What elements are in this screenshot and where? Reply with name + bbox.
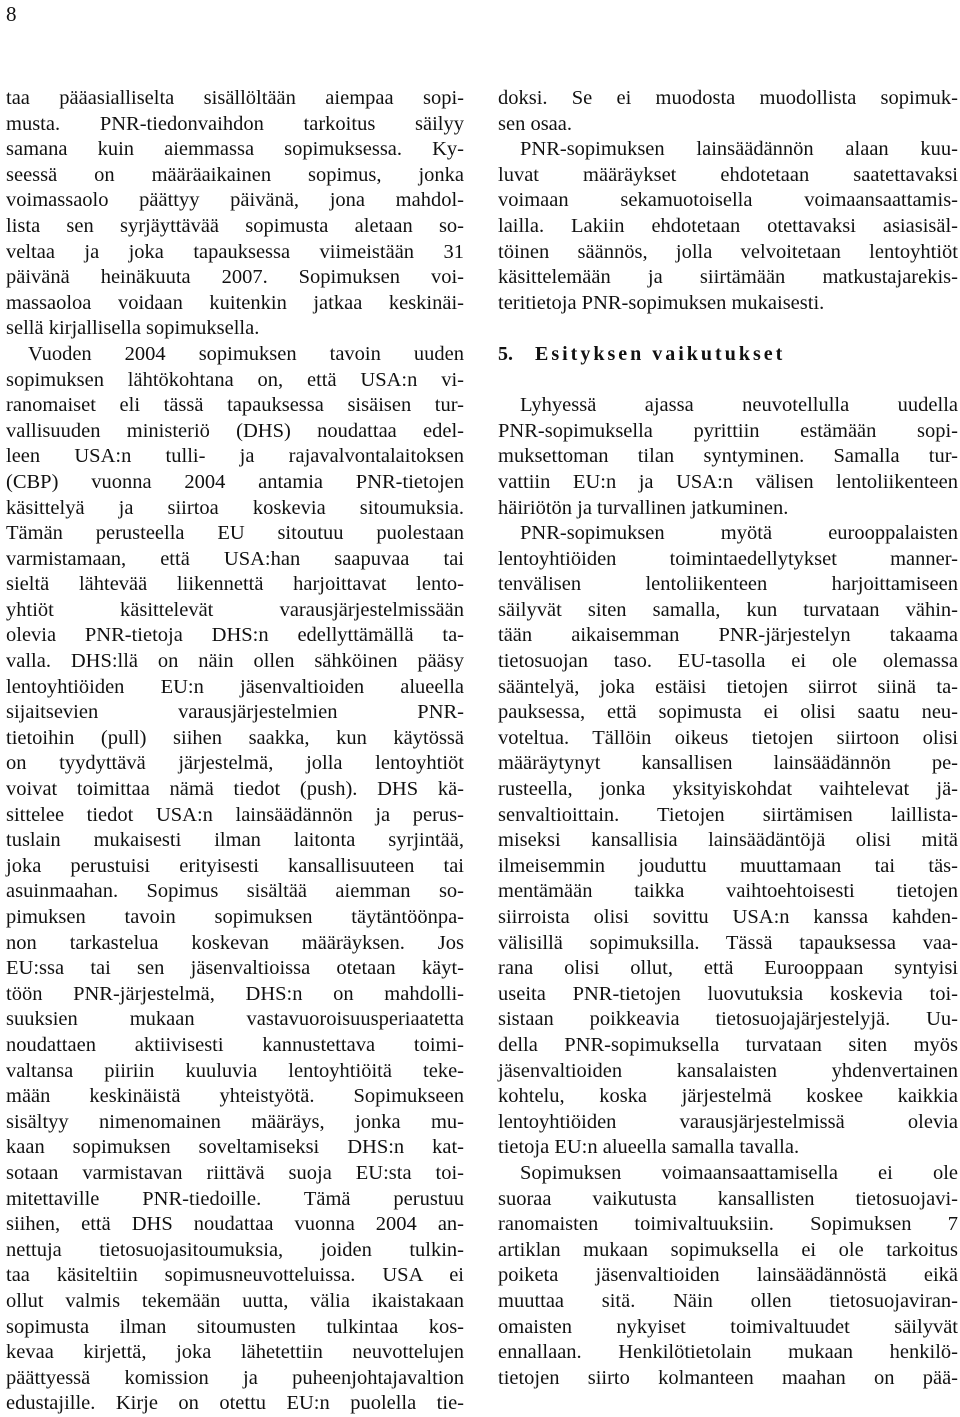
text-line: EU:ssa tai sen jäsenvaltioissa otetaan käyt- <box>6 957 464 980</box>
left-text-column <box>6 86 464 1417</box>
text-line: ilmeisemmin jouduttu muuttamaan tai täs- <box>498 854 958 877</box>
text-line: suuksien mukaan vastavuoroisuusperiaatetta <box>6 1008 464 1031</box>
text-line: mään keskinäistä yhteistyötä. Sopimukseen <box>6 1085 464 1108</box>
text-line: määräytynyt kansallisen lainsäädännön pe- <box>498 752 958 775</box>
text-line: massaoloa voidaan kuitenkin jatkaa keskinäi- <box>6 291 464 314</box>
text-line: tietojen siirto kolmanteen maahan on pää- <box>498 1366 958 1389</box>
text-line: säilyvät siten samalla, kun turvataan vähin- <box>498 598 958 621</box>
text-line: taa käsiteltiin sopimusneuvotteluissa. USA ei <box>6 1264 464 1287</box>
text-line: vallisuuden ministeriö (DHS) noudattaa edel- <box>6 419 464 442</box>
text-line: Tämän perusteella EU sitoutuu puolestaan <box>6 522 464 545</box>
paragraph-gap <box>498 316 958 342</box>
text-line: sittelee tiedot USA:n lainsäädännön ja perus- <box>6 803 464 826</box>
text-line: yhtiöt käsittelevät varausjärjestelmissään <box>6 598 464 621</box>
text-line: asuinmaahan. Sopimus sisältää aiemman so- <box>6 880 464 903</box>
text-line: siirroista olisi sovittu USA:n kanssa kahden- <box>498 906 958 928</box>
text-line: käsittelemään ja siirtämään matkustajarekis- <box>498 266 958 289</box>
text-line: seessä on määräaikainen sopimus, jonka <box>6 163 464 186</box>
section-heading <box>498 342 958 368</box>
text-line: käsittelyä ja siirtoa koskevia sitoumuksia. <box>6 496 464 519</box>
text-line: valtansa piiriin kuuluvia lentoyhtiöitä teke- <box>6 1059 464 1082</box>
text-line: veltaa ja joka tapauksessa viimeistään 31 <box>6 240 464 263</box>
text-line: miseksi kansallisia lainsäädäntöjä olisi mitä <box>498 829 958 852</box>
text-line: sistaan poikkeavia tietosuojajärjestelyjä. Uu- <box>498 1008 958 1031</box>
text-line: PNR-sopimuksella pyrittiin estämään sopi- <box>498 419 958 442</box>
text-line: useita PNR-tietojen luovutuksia koskevia toi- <box>498 982 958 1005</box>
text-line: noudattaen aktiivisesti kannustettava toimi- <box>6 1033 464 1056</box>
text-line: taa pääasialliselta sisällöltään aiempaa sopi- <box>6 87 464 109</box>
text-line: musta. PNR-tiedonvaihdon tarkoitus säilyy <box>6 112 464 135</box>
text-line: muksettoman tilan syntyminen. Samalla tur- <box>498 445 958 468</box>
text-line: sopimuksen lähtökohtana on, että USA:n vi- <box>6 368 464 391</box>
text-line: muuttaa sitä. Näin ollen tietosuojaviran- <box>498 1289 958 1312</box>
text-line: Sopimuksen voimaansaattamisella ei ole <box>520 1161 958 1184</box>
text-line: doksi. Se ei muodosta muodollista sopimuk- <box>498 87 958 109</box>
text-line: pauksessa, että sopimusta ei olisi saatu neu- <box>498 701 958 724</box>
text-line: tuslain mukaisesti ilman laitonta syrjintää, <box>6 829 464 852</box>
text-line: lentoyhtiöiden varausjärjestelmissä olevia <box>498 1110 958 1133</box>
text-line: voivat toimittaa nämä tiedot (push). DHS kä- <box>6 778 464 801</box>
text-line: Lyhyessä ajassa neuvotellulla uudella <box>520 394 958 417</box>
text-line: häiriötön ja turvallinen jatkuminen. <box>498 496 789 519</box>
text-line: samana kuin aiemmassa sopimuksessa. Ky- <box>6 138 464 161</box>
text-line: teritietoja PNR-sopimuksen mukaisesti. <box>498 291 825 314</box>
text-line: luvat määräykset ehdotetaan saatettavaksi <box>498 163 958 186</box>
text-line: artiklan mukaan sopimuksella ei ole tarkoitus <box>498 1238 958 1261</box>
text-line: ennallaan. Henkilötietolain mukaan henkilö- <box>498 1341 958 1364</box>
text-line: lailla. Lakiin ehdotetaan otettavaksi asiasisäl- <box>498 214 958 237</box>
text-line: non tarkastelua koskevan määräyksen. Jos <box>6 931 464 954</box>
text-line: della PNR-sopimuksella turvataan siten myös <box>498 1033 958 1056</box>
text-line: sijaitsevien varausjärjestelmien PNR- <box>6 701 464 724</box>
right-text-column <box>498 86 958 1391</box>
text-line: sieltä lähtevää liikennettä harjoittavat lento- <box>6 573 464 596</box>
text-line: tenvälisen lentoliikenteen harjoittamiseen <box>498 573 958 596</box>
text-line: välisillä sopimuksilla. Tässä tapauksessa vaa- <box>498 931 958 954</box>
text-line: jäsenvaltioiden kansalaisten yhdenvertainen <box>498 1059 958 1082</box>
text-line: sääntelyä, joka estäisi tietojen siirrot siinä ta- <box>498 675 958 698</box>
text-line: olevia PNR-tietoja DHS:n edellyttämällä ta- <box>6 624 464 647</box>
text-line: on tyydyttävä järjestelmä, jolla lentoyhtiöt <box>6 752 464 775</box>
text-line: ranomaiset eli tässä tapauksessa sisäisen tur- <box>6 394 464 417</box>
text-line: vattiin EU:n ja USA:n välisen lentoliikenteen <box>498 470 958 493</box>
text-line: voteltua. Tällöin oikeus tietojen siirtoon olisi <box>498 726 958 749</box>
text-line: joka perustuisi erityisesti kansallisuuteen tai <box>6 854 464 877</box>
text-line: ollut valmis tekemään uutta, välia ikaistakaan <box>6 1289 464 1312</box>
section-number: 5. <box>498 342 513 365</box>
text-line: senvaltioittain. Tietojen siirtämisen laillista- <box>498 803 958 826</box>
paragraph-gap <box>498 368 958 394</box>
text-line: rana olisi ollut, että Eurooppaan syntyisi <box>498 957 958 980</box>
text-line: PNR-sopimuksen lainsäädännön alaan kuu- <box>520 138 958 161</box>
text-line: kohtelu, koska järjestelmä koskee kaikkia <box>498 1085 958 1108</box>
text-line: suoraa vaikutusta kansallisten tietosuojavi- <box>498 1187 958 1210</box>
section-title: Esityksen vaikutukset <box>535 342 786 365</box>
text-line: sisältyy nimenomainen määräys, jonka mu- <box>6 1110 464 1133</box>
page-number: 8 <box>6 2 17 26</box>
text-line: päivänä heinäkuuta 2007. Sopimuksen voi- <box>6 266 464 289</box>
text-line: valla. DHS:llä on näin ollen sähköinen pääsy <box>6 650 464 673</box>
text-line: kevaa kirjettä, joka lähetettiin neuvottelujen <box>6 1341 464 1364</box>
text-line: töön PNR-järjestelmä, DHS:n on mahdolli- <box>6 982 464 1005</box>
text-line: töinen säännös, jolla velvoitetaan lentoyhtiöt <box>498 240 958 263</box>
text-line: mitettaville PNR-tiedoille. Tämä perustuu <box>6 1187 464 1210</box>
text-line: sellä kirjallisella sopimuksella. <box>6 317 260 340</box>
text-line: tään aikaisemman PNR-järjestelyn takaama <box>498 624 958 647</box>
text-line: Vuoden 2004 sopimuksen tavoin uuden <box>28 342 464 365</box>
text-line: lentoyhtiöiden toimintaedellytykset manner- <box>498 547 958 570</box>
text-line: rusteella, jonka yksityiskohdat vaihtelevat jä- <box>498 778 958 801</box>
text-line: edustajille. Kirje on otettu EU:n puolella tie- <box>6 1392 464 1415</box>
text-line: sen osaa. <box>498 112 573 135</box>
text-line: leen USA:n tulli- ja rajavalvontalaitoksen <box>6 445 464 468</box>
text-line: nettuja tietosuojasitoumuksia, joiden tulkin- <box>6 1238 464 1261</box>
text-line: siihen, että DHS noudattaa vuonna 2004 an- <box>6 1213 464 1236</box>
text-line: sopimusta ilman sitoumusten tulkintaa kos- <box>6 1315 464 1338</box>
text-line: päättyessä komission ja puheenjohtajavaltion <box>6 1366 464 1389</box>
text-line: lista sen syrjäyttävää sopimusta aletaan so- <box>6 214 464 237</box>
text-line: ranomaisten toimivaltuuksiin. Sopimuksen 7 <box>498 1213 958 1236</box>
text-line: poiketa jäsenvaltioiden lainsäädännöstä eikä <box>498 1264 958 1287</box>
text-line: voimassaolo päättyy päivänä, jona mahdol- <box>6 189 464 212</box>
text-line: PNR-sopimuksen myötä eurooppalaisten <box>520 522 958 545</box>
text-line: tietoihin (pull) siihen saakka, kun käytössä <box>6 726 464 749</box>
text-line: lentoyhtiöiden EU:n jäsenvaltioiden alueella <box>6 675 464 698</box>
text-line: tietosuojan taso. EU-tasolla ei ole olemassa <box>498 650 958 673</box>
text-line: kaan sopimuksen soveltamiseksi DHS:n kat- <box>6 1136 464 1159</box>
text-line: tietoja EU:n alueella samalla tavalla. <box>498 1136 800 1159</box>
text-line: pimuksen tavoin sopimuksen täytäntöönpa- <box>6 906 464 928</box>
text-line: mentämään taikka vaihtoehtoisesti tietojen <box>498 880 958 903</box>
text-line: (CBP) vuonna 2004 antamia PNR-tietojen <box>6 470 464 493</box>
text-line: voimaan sekamuotoisella voimaansaattamis- <box>498 189 958 212</box>
text-line: varmistamaan, että USA:han saapuvaa tai <box>6 547 464 570</box>
text-line: sotaan varmistavan riittävä suoja EU:sta toi- <box>6 1161 464 1184</box>
text-line: omaisten nykyiset toimivaltuudet säilyvät <box>498 1315 958 1338</box>
